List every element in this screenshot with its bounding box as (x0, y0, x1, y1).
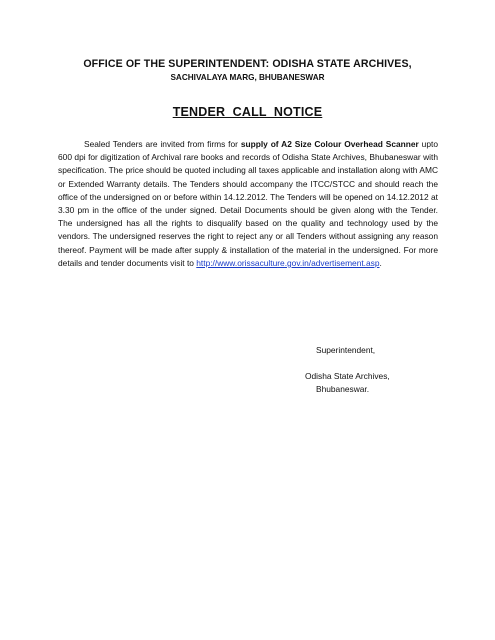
signature-office: Odisha State Archives, (305, 371, 390, 382)
signature-city: Bhubaneswar. (316, 384, 370, 395)
notice-body (58, 138, 438, 270)
signature-gap (305, 357, 390, 370)
tender-item: supply of A2 Size Colour Overhead Scanner (240, 139, 419, 149)
notice-title: TENDER CALL NOTICE (172, 105, 323, 119)
signature-designation: Superintendent, (316, 345, 376, 355)
body-text-part1: Sealed Tenders are invited from firms for (84, 139, 241, 149)
advertisement-link[interactable]: http://www.orissaculture.gov.in/advertisement.asp (196, 257, 380, 268)
office-title: OFFICE OF THE SUPERINTENDENT: ODISHA STATE ARCHIVES, (83, 58, 412, 70)
office-address: SACHIVALAYA MARG, BHUBANESWAR (170, 73, 325, 82)
body-text-part2: upto 600 dpi for digitization of Archival rare books and records of Odisha State Archives, Bhubaneswar with specification. The price should be quoted including all taxes applicable and installation along with AMC or Extended Warranty details. The Tenders should accompany the ITCC/STCC and should reach the office of the undersigned on or before within 14.12.2012. The Tenders will be opened on 14.12.2012 at 3.30 pm in the office of the under signed. Detail Documents should be given along with the Tender. The undersigned has all the rights to disqualify based on the quality and technology used by the vendors. The undersigned reserves the right to reject any or all Tenders without assigning any reason thereof. Payment will be made after supply & installation of the material in the undersigned. For more details and tender documents visit to (58, 139, 438, 268)
body-text-end: . (379, 257, 382, 268)
signature-block (305, 344, 390, 397)
